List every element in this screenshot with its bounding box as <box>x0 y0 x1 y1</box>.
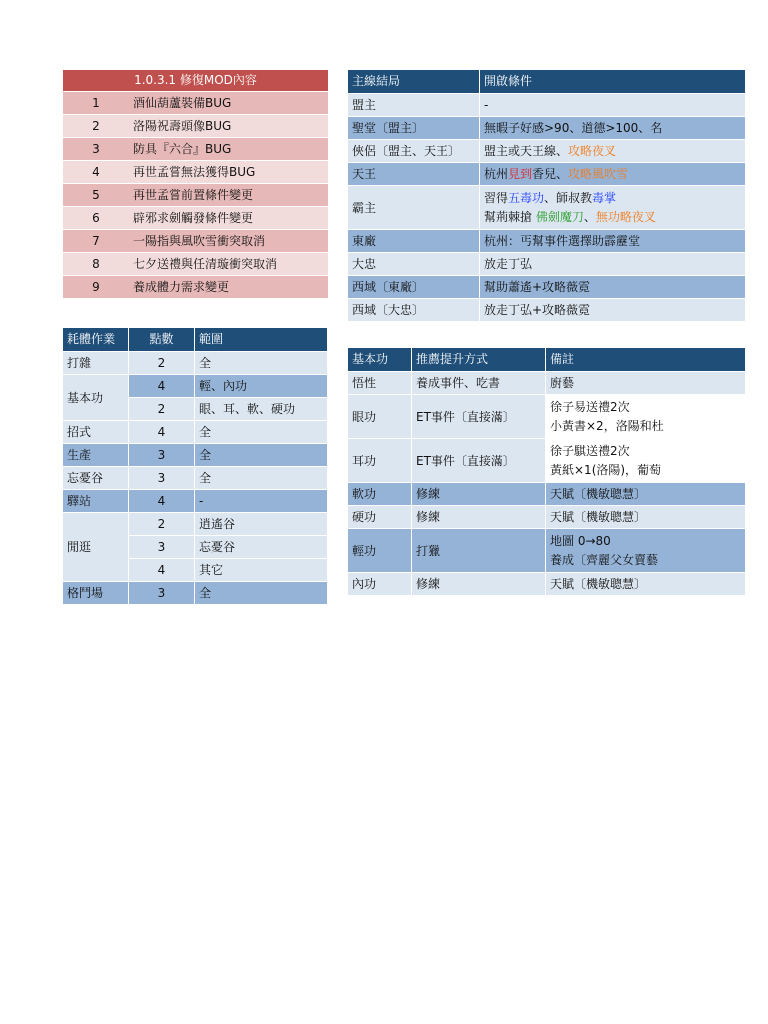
table-row: 5 再世孟嘗前置條件變更 <box>63 183 328 206</box>
table-row: 眼功 ET事件〔直接滿〕 徐子易送禮2次 小黃書×2，洛陽和杜 <box>348 394 746 438</box>
table-row: 1 酒仙葫蘆裝備BUG <box>63 91 328 114</box>
bazhu-line-1: 習得五毒功、師叔教毒掌 <box>484 190 617 205</box>
table-row: 2 洛陽祝壽頭像BUG <box>63 114 328 137</box>
table-row: 硬功 修練 天賦〔機敏聰慧〕 <box>348 505 746 528</box>
table-row: 3 防具『六合』BUG <box>63 137 328 160</box>
stamina-task-table <box>63 328 328 604</box>
table-row: 悟性 養成事件、吃書 廚藝 <box>348 371 746 394</box>
table-row: 大忠 放走丁弘 <box>348 252 746 275</box>
ending-conditions-table <box>348 70 746 321</box>
table-row: 2 眼、耳、軟、硬功 <box>63 397 328 420</box>
table-row: 6 辟邪求劍觸發條件變更 <box>63 206 328 229</box>
table-row: 4 其它 <box>63 558 328 581</box>
table-row: 東廠 杭州：丐幫事件選擇助霹靂堂 <box>348 229 746 252</box>
table-row: 俠侶〔盟主、天王〕 盟主或天王線、攻略夜叉 <box>348 139 746 162</box>
bazhu-line-2: 幫荊棘搶 佛劍魔刀、無功略夜叉 <box>484 209 656 224</box>
condition-header: 開啟條件 <box>480 70 746 93</box>
range-header: 範圍 <box>195 328 328 351</box>
method-header: 推薦提升方式 <box>412 348 546 371</box>
table-row: 閒逛 2 逍遙谷 <box>63 512 328 535</box>
table-row: 9 養成體力需求變更 <box>63 275 328 298</box>
table-row: 西域〔大忠〕 放走丁弘+攻略薇霓 <box>348 298 746 321</box>
table-row: 盟主 - <box>348 93 746 116</box>
table-row: 格鬥場 3 全 <box>63 581 328 604</box>
table-row: 聖堂〔盟主〕 無暇子好感>90、道德>100、名 <box>348 116 746 139</box>
table-row: 耳功 ET事件〔直接滿〕 徐子騏送禮2次 黃紙×1(洛陽)，葡萄 <box>348 438 746 482</box>
table-row: 霸主 習得五毒功、師叔教毒掌 幫荊棘搶 佛劍魔刀、無功略夜叉 <box>348 185 746 229</box>
basic-skill-table <box>348 348 746 595</box>
table-row: 驛站 4 - <box>63 489 328 512</box>
note-header: 備註 <box>546 348 746 371</box>
table-row: 打雜 2 全 <box>63 351 328 374</box>
mod-fix-table <box>63 70 328 298</box>
table-row: 4 再世孟嘗無法獲得BUG <box>63 160 328 183</box>
skill-header: 基本功 <box>348 348 412 371</box>
table-row: 輕功 打獵 地圖 0→80 養成〔齊麗父女賣藝 <box>348 528 746 572</box>
table-row: 忘憂谷 3 全 <box>63 466 328 489</box>
table-row: 招式 4 全 <box>63 420 328 443</box>
table-row: 內功 修練 天賦〔機敏聰慧〕 <box>348 572 746 595</box>
table-row: 軟功 修練 天賦〔機敏聰慧〕 <box>348 482 746 505</box>
table-row: 3 忘憂谷 <box>63 535 328 558</box>
ending-header: 主線結局 <box>348 70 480 93</box>
table-row: 基本功 4 輕、內功 <box>63 374 328 397</box>
table-row: 天王 杭州見到香兒、攻略風吹雪 <box>348 162 746 185</box>
table-row: 7 一陽指與風吹雪衝突取消 <box>63 229 328 252</box>
mod-table-title: 1.0.3.1 修復MOD內容 <box>63 70 328 91</box>
table-row: 西域〔東廠〕 幫助蕭遙+攻略薇霓 <box>348 275 746 298</box>
points-header: 點數 <box>129 328 195 351</box>
task-header: 耗體作業 <box>63 328 129 351</box>
table-row: 生產 3 全 <box>63 443 328 466</box>
table-row: 8 七夕送禮與任清璇衝突取消 <box>63 252 328 275</box>
